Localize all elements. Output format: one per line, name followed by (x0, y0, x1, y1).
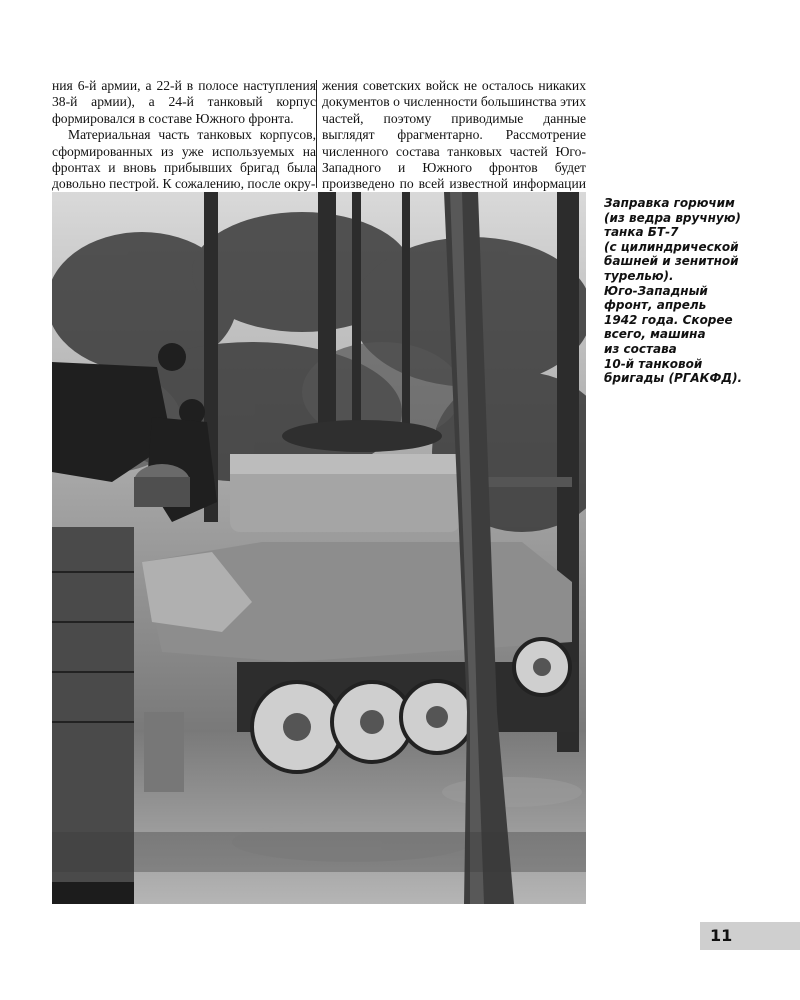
text-column-right (322, 78, 586, 209)
caption-line: бригады (РГАКФД). (604, 371, 743, 386)
caption-line: (из ведра вручную) (604, 210, 741, 225)
photo-caption (604, 196, 754, 386)
caption-line: 10-й танковой (604, 356, 703, 371)
caption-line: башней и зенитной (604, 254, 739, 269)
paragraph: Материальная часть танковых корпусов, сформированных из уже используемых на фронтах и вновь прибывших бригад была довольно пестрой. К сожалению, после окру- (52, 127, 316, 192)
caption-line: всего, машина (604, 327, 706, 342)
page-number: 11 (710, 926, 733, 945)
text-column-left (52, 78, 316, 193)
caption-line: Юго-Западный (604, 283, 708, 298)
paragraph: жения советских войск не осталось никаких документов о численности большинства этих частей, поэтому приводимые данные выглядят фрагментарно. Рассмотрение численного состава танковых частей Юго-Западного и Южного фронтов будет произведено по всей известной информации (322, 78, 586, 192)
caption-line: 1942 года. Скорее (604, 312, 733, 327)
caption-line: из состава (604, 341, 677, 356)
photo-tank-refueling (52, 192, 586, 904)
caption-line: (с цилиндрической (604, 239, 739, 254)
paragraph: ния 6-й армии, а 22-й в полосе наступления 38-й армии), а 24-й танковый корпус формировался в составе Южного фронта. (52, 78, 316, 126)
caption-line: турелью). (604, 268, 674, 283)
page-number-tab (700, 922, 800, 950)
caption-line: Заправка горючим (604, 196, 735, 210)
caption-line: танка БТ-7 (604, 225, 679, 240)
caption-line: фронт, апрель (604, 298, 707, 313)
column-divider (316, 80, 317, 188)
